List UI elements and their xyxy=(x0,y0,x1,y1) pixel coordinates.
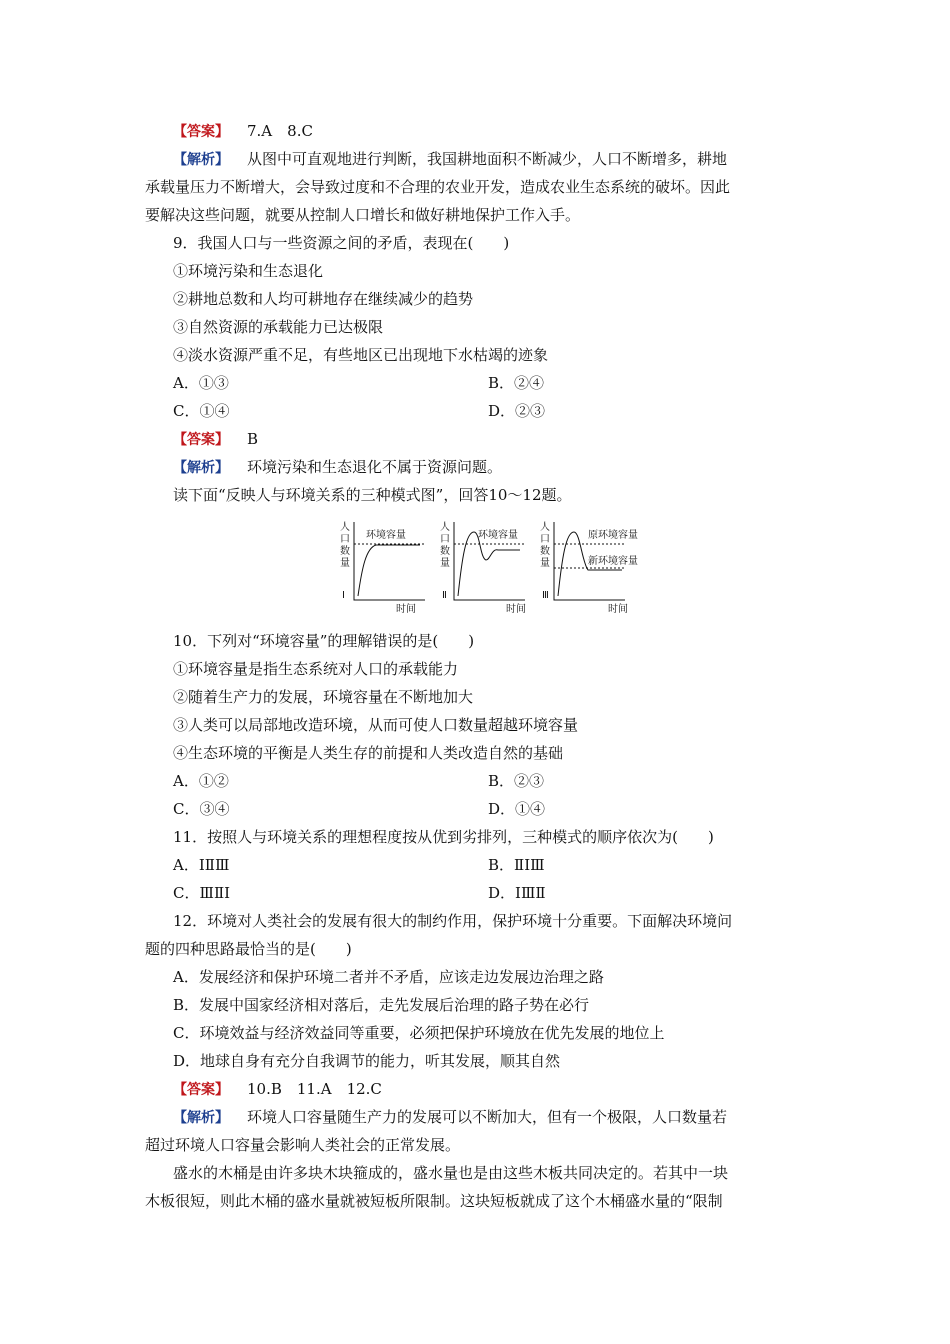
option-a: A．①③ xyxy=(173,374,229,392)
answer-text: 7.A 8.C xyxy=(247,122,313,140)
option-a: A．发展经济和保护环境二者并不矛盾，应该走边发展边治理之路 xyxy=(173,968,604,986)
explanation-text: 环境人口容量随生产力的发展可以不断加大，但有一个极限，人口数量若 xyxy=(247,1108,728,1126)
answer-line-10-12 xyxy=(173,1078,382,1101)
new-capacity-label: 新环境容量 xyxy=(588,556,638,567)
explanation-line xyxy=(173,1106,727,1129)
question-item: ④淡水资源严重不足，有些地区已出现地下水枯竭的迹象 xyxy=(173,346,549,364)
explanation-tag: 【解析】 xyxy=(173,152,229,168)
question-item: ③自然资源的承载能力已达极限 xyxy=(173,318,384,336)
question-item: ④生态环境的平衡是人类生存的前提和人类改造自然的基础 xyxy=(173,744,564,762)
capacity-label: 环境容量 xyxy=(478,530,518,541)
explanation-line xyxy=(173,456,502,479)
question-item: ①环境容量是指生态系统对人口的承载能力 xyxy=(173,660,459,678)
option-d: D．地球自身有充分自我调节的能力，听其发展，顺其自然 xyxy=(173,1052,561,1070)
x-axis-label: 时间 xyxy=(396,604,416,615)
original-capacity-label: 原环境容量 xyxy=(588,530,638,541)
y-axis-label: 口 xyxy=(540,534,550,545)
option-b: B．发展中国家经济相对落后，走先发展后治理的路子势在必行 xyxy=(173,996,590,1014)
figure-intro: 读下面“反映人与环境关系的三种模式图”，回答10～12题。 xyxy=(173,486,572,504)
question-item: ③人类可以局部地改造环境，从而可使人口数量超越环境容量 xyxy=(173,716,579,734)
option-b: B．②③ xyxy=(488,772,545,790)
option-d: D．ⅠⅢⅡ xyxy=(488,884,546,902)
capacity-label: 环境容量 xyxy=(366,530,406,541)
option-d: D．①④ xyxy=(488,800,546,818)
y-axis-label: 人 xyxy=(340,522,350,533)
panel-roman: Ⅰ xyxy=(342,590,345,601)
explanation-tag: 【解析】 xyxy=(173,460,229,476)
paragraph-line: 盛水的木桶是由许多块木块箍成的，盛水量也是由这些木板共同决定的。若其中一块 xyxy=(173,1164,729,1182)
explanation-line: 要解决这些问题，就要从控制人口增长和做好耕地保护工作入手。 xyxy=(145,206,581,224)
question-12-stem: 12．环境对人类社会的发展有很大的制约作用，保护环境十分重要。下面解决环境问 xyxy=(173,912,733,930)
y-axis-label: 量 xyxy=(340,558,350,569)
question-11-stem: 11．按照人与环境关系的理想程度按从优到劣排列，三种模式的顺序依次为( ) xyxy=(173,828,714,846)
y-axis-label: 数 xyxy=(340,546,350,557)
question-item: ②随着生产力的发展，环境容量在不断地加大 xyxy=(173,688,474,706)
question-item: ①环境污染和生态退化 xyxy=(173,262,324,280)
x-axis-label: 时间 xyxy=(608,604,628,615)
option-b: B．ⅡⅠⅢ xyxy=(488,856,545,874)
population-curve xyxy=(458,532,520,596)
y-axis-label: 人 xyxy=(440,522,450,533)
explanation-text: 环境污染和生态退化不属于资源问题。 xyxy=(247,458,503,476)
option-b: B．②④ xyxy=(488,374,545,392)
option-d: D．②③ xyxy=(488,402,546,420)
y-axis-label: 量 xyxy=(440,558,450,569)
answer-tag: 【答案】 xyxy=(173,1082,229,1098)
explanation-text: 从图中可直观地进行判断，我国耕地面积不断减少，人口不断增多，耕地 xyxy=(247,150,728,168)
option-a: A．ⅠⅡⅢ xyxy=(173,856,230,874)
question-9-stem: 9．我国人口与一些资源之间的矛盾，表现在( ) xyxy=(173,234,510,252)
option-c: C．①④ xyxy=(173,402,230,420)
y-axis-label: 口 xyxy=(440,534,450,545)
question-12-stem: 题的四种思路最恰当的是( ) xyxy=(145,940,352,958)
explanation-line: 承载量压力不断增大，会导致过度和不合理的农业开发，造成农业生态系统的破坏。因此 xyxy=(145,178,731,196)
y-axis-label: 人 xyxy=(540,522,550,533)
answer-text: B xyxy=(247,430,259,448)
panel-roman: Ⅲ xyxy=(542,590,549,601)
panel-roman: Ⅱ xyxy=(442,590,447,601)
explanation-tag: 【解析】 xyxy=(173,1110,229,1126)
y-axis-label: 口 xyxy=(340,534,350,545)
explanation-line xyxy=(173,148,807,171)
explanation-line: 超过环境人口容量会影响人类社会的正常发展。 xyxy=(145,1136,461,1154)
answer-tag: 【答案】 xyxy=(173,124,229,140)
question-item: ②耕地总数和人均可耕地存在继续减少的趋势 xyxy=(173,290,474,308)
three-mode-figure xyxy=(330,518,640,618)
answer-text: 10.B 11.A 12.C xyxy=(247,1080,382,1098)
x-axis-label: 时间 xyxy=(506,604,526,615)
population-curve xyxy=(358,545,420,596)
option-c: C．环境效益与经济效益同等重要，必须把保护环境放在优先发展的地位上 xyxy=(173,1024,665,1042)
answer-tag: 【答案】 xyxy=(173,432,229,448)
option-c: C．ⅢⅡⅠ xyxy=(173,884,231,902)
y-axis-label: 数 xyxy=(540,546,550,557)
option-a: A．①② xyxy=(173,772,229,790)
y-axis-label: 量 xyxy=(540,558,550,569)
paragraph-line: 木板很短，则此木桶的盛水量就被短板所限制。这块短板就成了这个木桶盛水量的“限制 xyxy=(145,1192,723,1210)
answer-line-7-8 xyxy=(173,120,313,143)
question-10-stem: 10．下列对“环境容量”的理解错误的是( ) xyxy=(173,632,475,650)
y-axis-label: 数 xyxy=(440,546,450,557)
option-c: C．③④ xyxy=(173,800,230,818)
answer-line-9 xyxy=(173,428,258,451)
